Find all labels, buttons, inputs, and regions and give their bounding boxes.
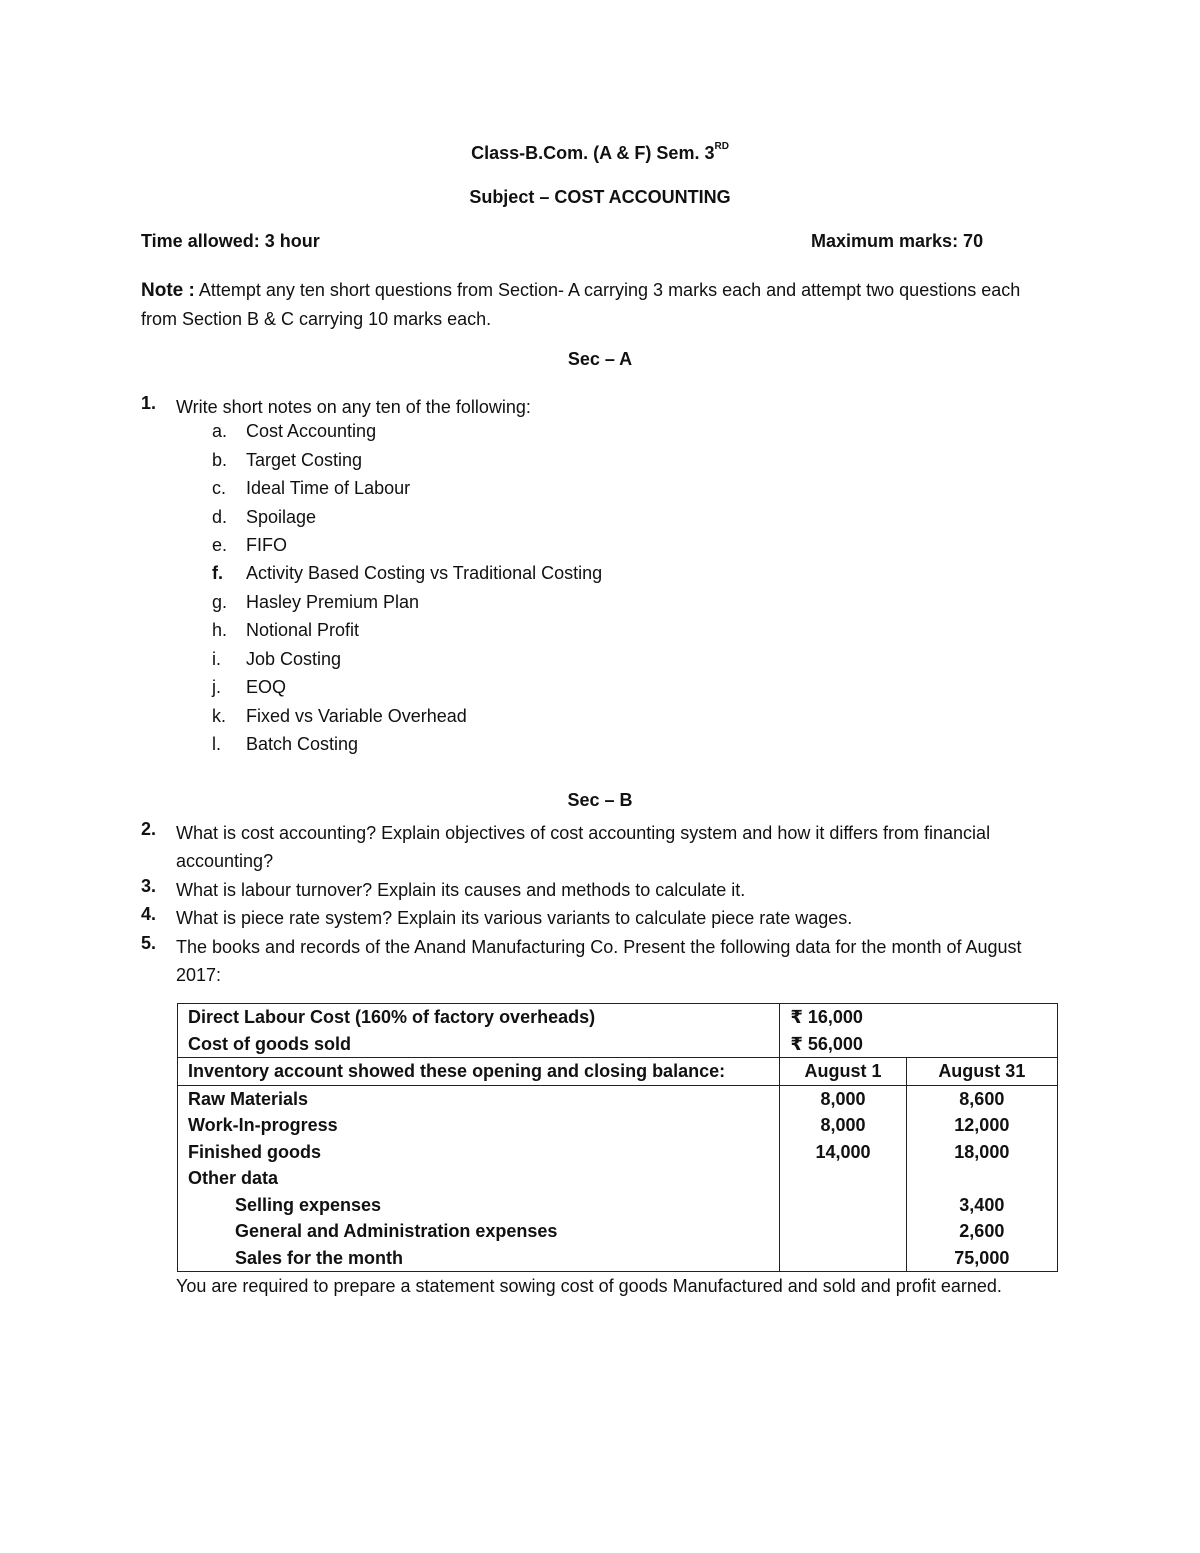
subject-heading: Subject – COST ACCOUNTING	[469, 187, 731, 207]
maximum-marks: Maximum marks: 70	[811, 231, 984, 251]
note-text: Attempt any ten short questions from Section- A carrying 3 marks each and attempt two questions each from Section B & C carrying 10 marks each.	[141, 280, 1021, 329]
list-item: i. Job Costing	[212, 649, 342, 669]
table-row	[178, 1085, 1058, 1272]
note-paragraph	[141, 276, 1021, 334]
list-item: c. Ideal Time of Labour	[212, 478, 411, 498]
class-heading: Class-B.Com. (A & F) Sem. 3RD	[471, 141, 729, 163]
section-b-title: Sec – B	[567, 790, 633, 810]
table-cell: Raw Materials Work-In-progress Finished goods Other data Selling expenses General and Administration expenses Sales for the month	[178, 1085, 780, 1272]
question-text: The books and records of the Anand Manufacturing Co. Present the following data for the month of August 2017:	[176, 937, 1022, 985]
question-number: 4.	[141, 904, 157, 924]
inventory-table	[177, 1003, 1058, 1272]
question-text: What is piece rate system? Explain its various variants to calculate piece rate wages.	[176, 908, 853, 928]
table-header-cell: August 1	[780, 1058, 906, 1086]
list-item: h. Notional Profit	[212, 620, 360, 640]
note-label: Note :	[141, 280, 195, 301]
table-cell: ₹ 16,000 ₹ 56,000	[780, 1004, 1058, 1058]
table-cell: 8,600 12,000 18,000 3,400 2,600 75,000	[906, 1085, 1057, 1272]
question-number: 5.	[141, 933, 157, 953]
table-cell: 8,000 8,000 14,000	[780, 1085, 906, 1272]
time-allowed: Time allowed: 3 hour	[141, 231, 320, 251]
section-a-title: Sec – A	[567, 349, 633, 369]
list-item: e. FIFO	[212, 535, 287, 555]
question-number: 2.	[141, 819, 157, 839]
table-cell: Direct Labour Cost (160% of factory overheads) Cost of goods sold	[178, 1004, 780, 1058]
table-header-cell: August 31	[906, 1058, 1057, 1086]
list-item: g. Hasley Premium Plan	[212, 592, 420, 612]
closing-instruction: You are required to prepare a statement sowing cost of goods Manufactured and sold and profit earned.	[176, 1276, 1002, 1296]
question-number: 3.	[141, 876, 157, 896]
list-item: d. Spoilage	[212, 507, 317, 527]
table-cell: Inventory account showed these opening and closing balance:	[178, 1058, 780, 1086]
list-item: j. EOQ	[212, 677, 287, 697]
list-item: l. Batch Costing	[212, 734, 359, 754]
table-row	[178, 1004, 1058, 1058]
list-item: k. Fixed vs Variable Overhead	[212, 706, 467, 726]
list-item: a. Cost Accounting	[212, 421, 377, 441]
table-row	[178, 1058, 1058, 1086]
list-item: b. Target Costing	[212, 450, 363, 470]
class-superscript: RD	[714, 141, 729, 152]
question-number: 1.	[141, 393, 157, 413]
list-item: f. Activity Based Costing vs Traditional Costing	[212, 563, 603, 583]
question-text: What is cost accounting? Explain objectives of cost accounting system and how it differs from financial accounting?	[176, 823, 991, 871]
question-text: Write short notes on any ten of the following:	[176, 397, 531, 417]
question-text: What is labour turnover? Explain its causes and methods to calculate it.	[176, 880, 746, 900]
